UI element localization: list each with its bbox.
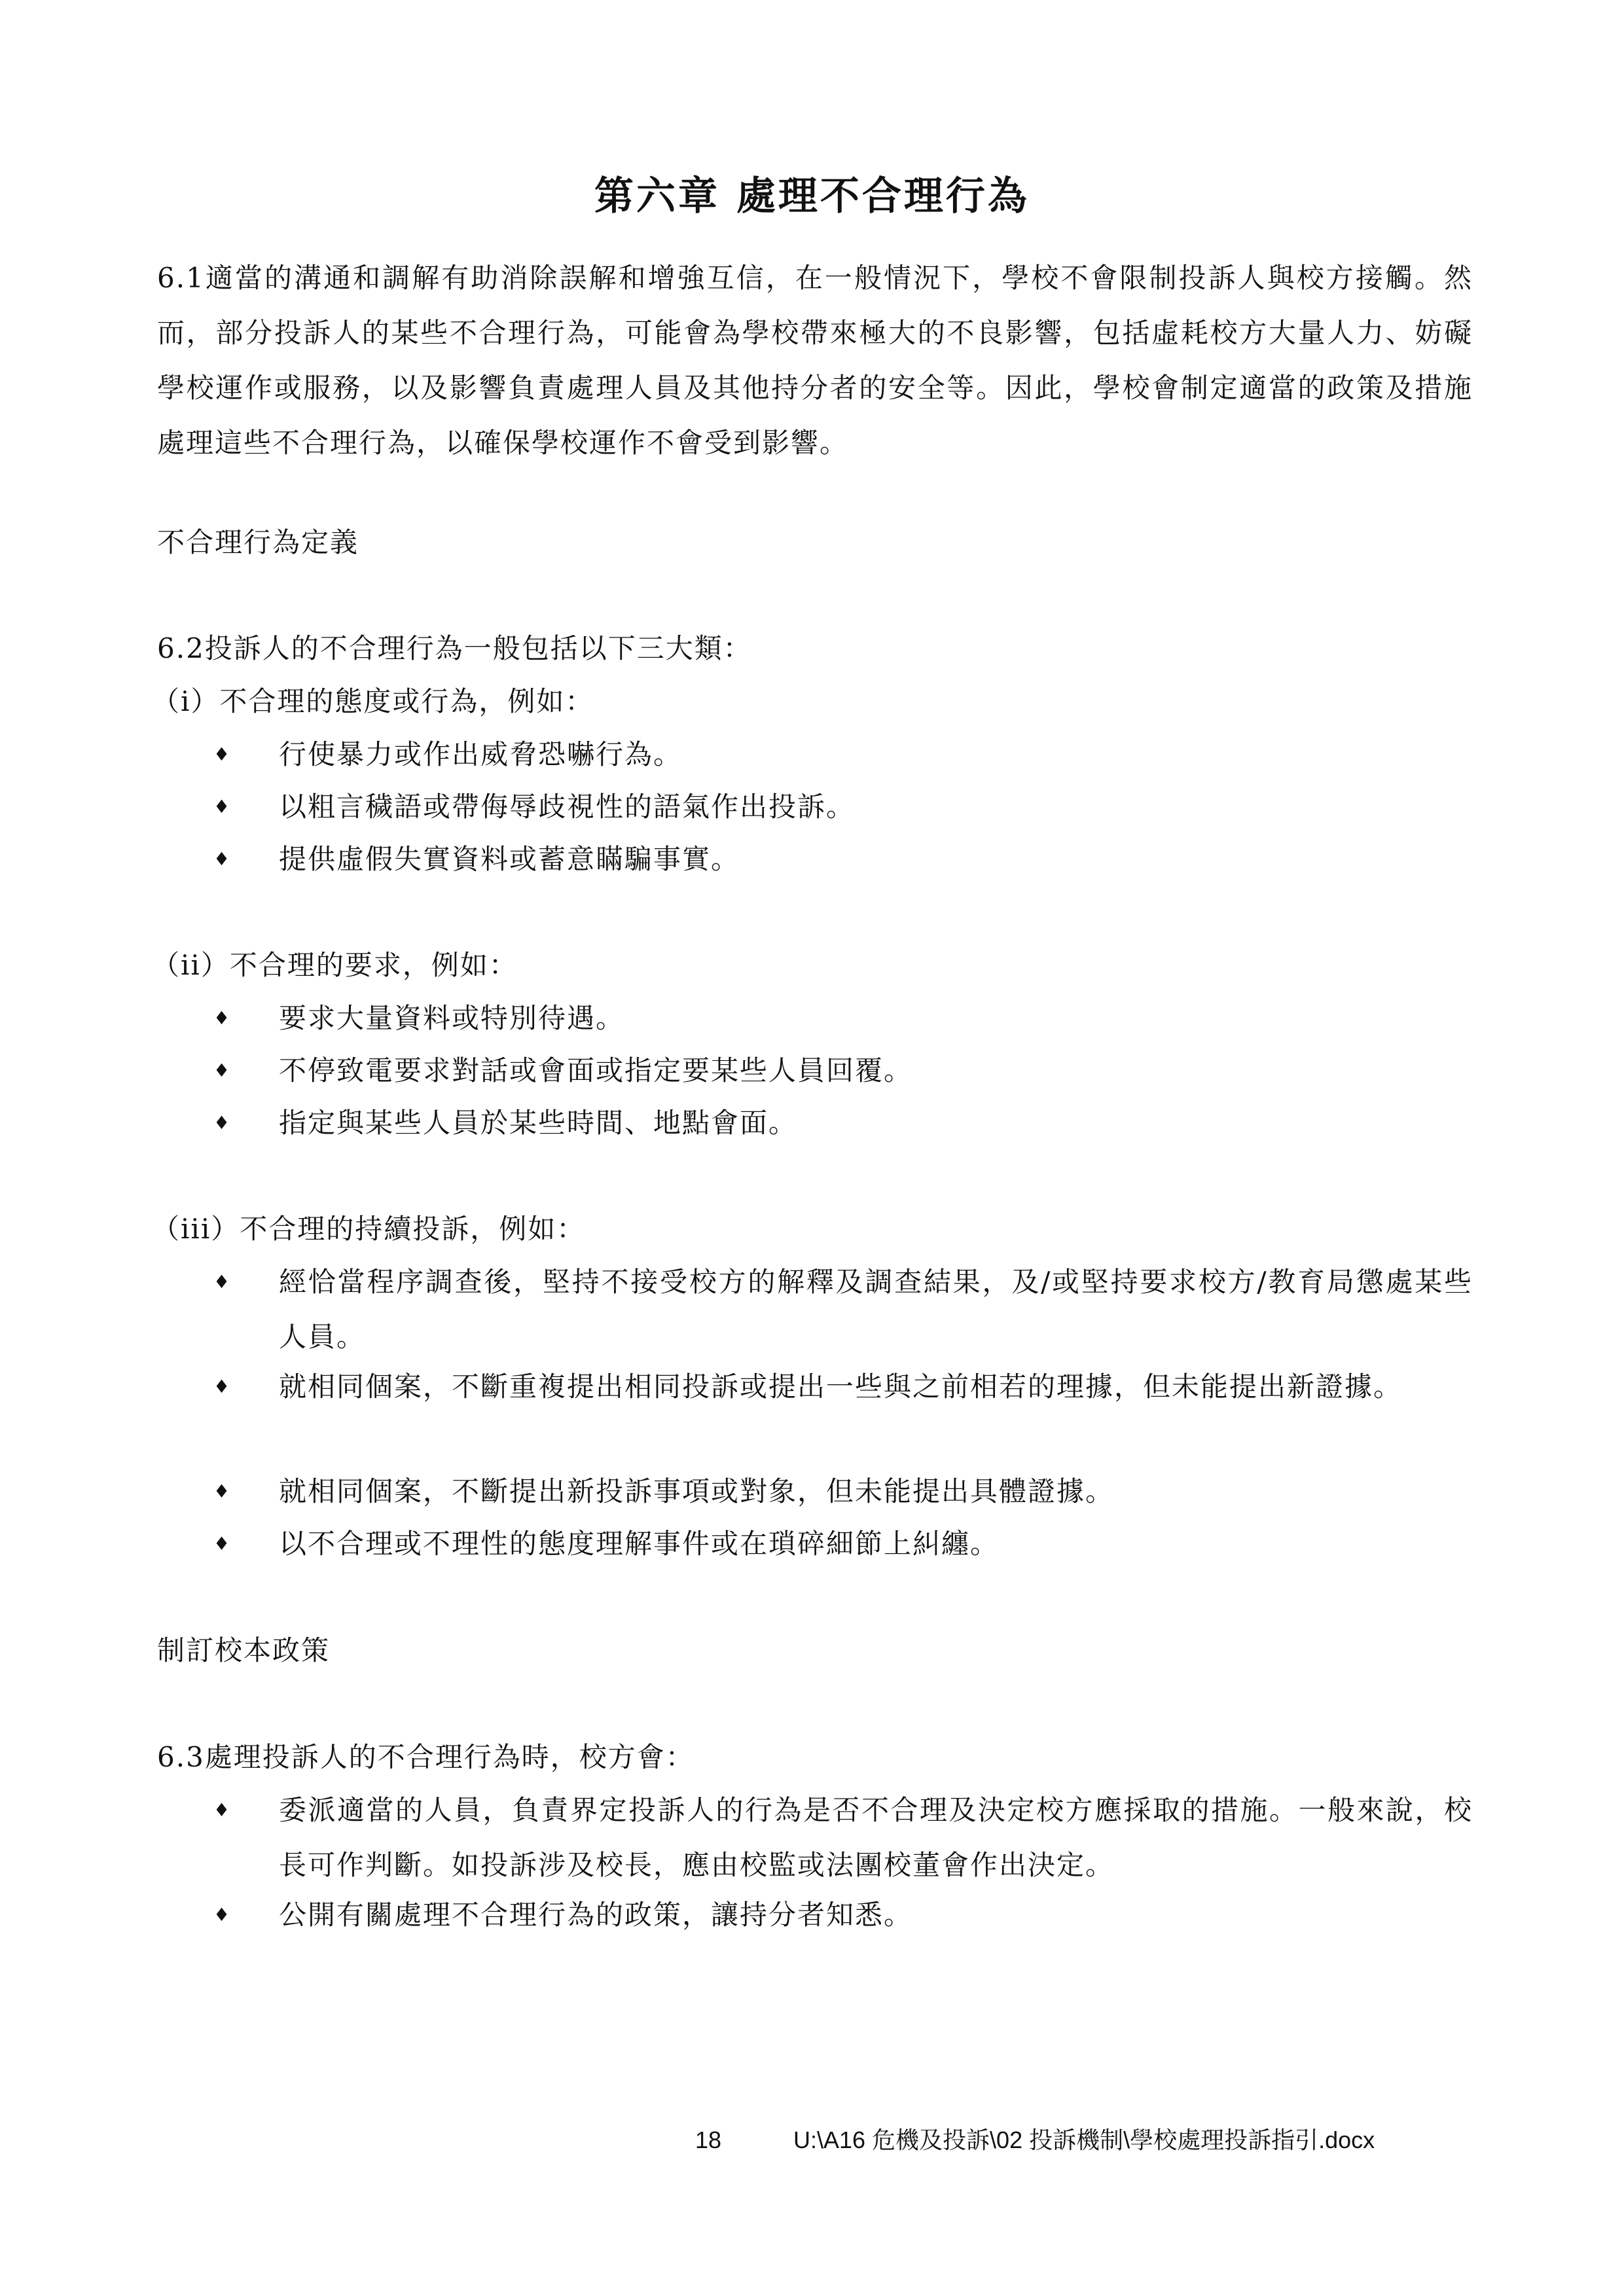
list-item-text: 行使暴力或作出威脅恐嚇行為。 <box>279 738 683 770</box>
list-item-text: 不停致電要求對話或會面或指定要某些人員回覆。 <box>279 1054 913 1086</box>
section-heading-definition: 不合理行為定義 <box>157 526 359 558</box>
diamond-bullet-icon: ♦ <box>213 796 230 817</box>
list-item-text: 以不合理或不理性的態度理解事件或在瑣碎細節上糾纏。 <box>279 1528 1000 1560</box>
list-item-text: 經恰當程序調查後，堅持不接受校方的解釋及調查結果，及/或堅持要求校方/教育局懲處某些人員。 <box>279 1266 1473 1353</box>
diamond-bullet-icon: ♦ <box>213 1376 230 1397</box>
diamond-bullet-icon: ♦ <box>213 1480 230 1502</box>
category-i-label: （i）不合理的態度或行為，例如： <box>152 685 594 717</box>
diamond-bullet-icon: ♦ <box>213 1112 230 1134</box>
diamond-bullet-icon: ♦ <box>213 1799 230 1821</box>
list-item-text: 要求大量資料或特別待遇。 <box>279 1002 625 1034</box>
footer-file-path: U:\A16 危機及投訴\02 投訴機制\學校處理投訴指引.docx <box>793 2126 1375 2153</box>
category-iii-label: （iii）不合理的持續投訴，例如： <box>152 1213 586 1245</box>
diamond-bullet-icon: ♦ <box>213 1904 230 1926</box>
list-item-text: 就相同個案，不斷提出新投訴事項或對象，但未能提出具體證據。 <box>279 1475 1115 1507</box>
list-item-text: 提供虛假失實資料或蓄意瞞騙事實。 <box>279 843 740 875</box>
section-heading-policy: 制訂校本政策 <box>157 1634 331 1666</box>
paragraph-6-2: 6.2投訴人的不合理行為一般包括以下三大類： <box>157 632 752 664</box>
list-item-text: 委派適當的人員，負責界定投訴人的行為是否不合理及決定校方應採取的措施。一般來說，校長可作判斷。如投訴涉及校長，應由校監或法團校董會作出決定。 <box>279 1794 1473 1881</box>
list-item-text: 以粗言穢語或帶侮辱歧視性的語氣作出投訴。 <box>279 791 856 823</box>
diamond-bullet-icon: ♦ <box>213 1533 230 1554</box>
footer-page-number: 18 <box>695 2126 722 2153</box>
chapter-title: 第六章 處理不合理行為 <box>594 173 1030 219</box>
diamond-bullet-icon: ♦ <box>213 1060 230 1081</box>
paragraph-6-1: 6.1適當的溝通和調解有助消除誤解和增強互信，在一般情況下，學校不會限制投訴人與校方接觸。然而，部分投訴人的某些不合理行為，可能會為學校帶來極大的不良影響，包括虛耗校方大量人力、妨礙學校運作或服務，以及影響負責處理人員及其他持分者的安全等。因此，學校會制定適當的政策及措施處理這些不合理行為，以確保學校運作不會受到影響。 <box>157 262 1473 459</box>
list-item-text: 就相同個案，不斷重複提出相同投訴或提出一些與之前相若的理據，但未能提出新證據。 <box>279 1371 1403 1403</box>
list-item-text: 指定與某些人員於某些時間、地點會面。 <box>279 1107 798 1139</box>
diamond-bullet-icon: ♦ <box>213 744 230 765</box>
diamond-bullet-icon: ♦ <box>213 848 230 870</box>
diamond-bullet-icon: ♦ <box>213 1271 230 1293</box>
list-item-text: 公開有關處理不合理行為的政策，讓持分者知悉。 <box>279 1899 913 1931</box>
diamond-bullet-icon: ♦ <box>213 1007 230 1029</box>
paragraph-6-3: 6.3處理投訴人的不合理行為時，校方會： <box>157 1741 695 1773</box>
category-ii-label: （ii）不合理的要求，例如： <box>152 949 518 981</box>
